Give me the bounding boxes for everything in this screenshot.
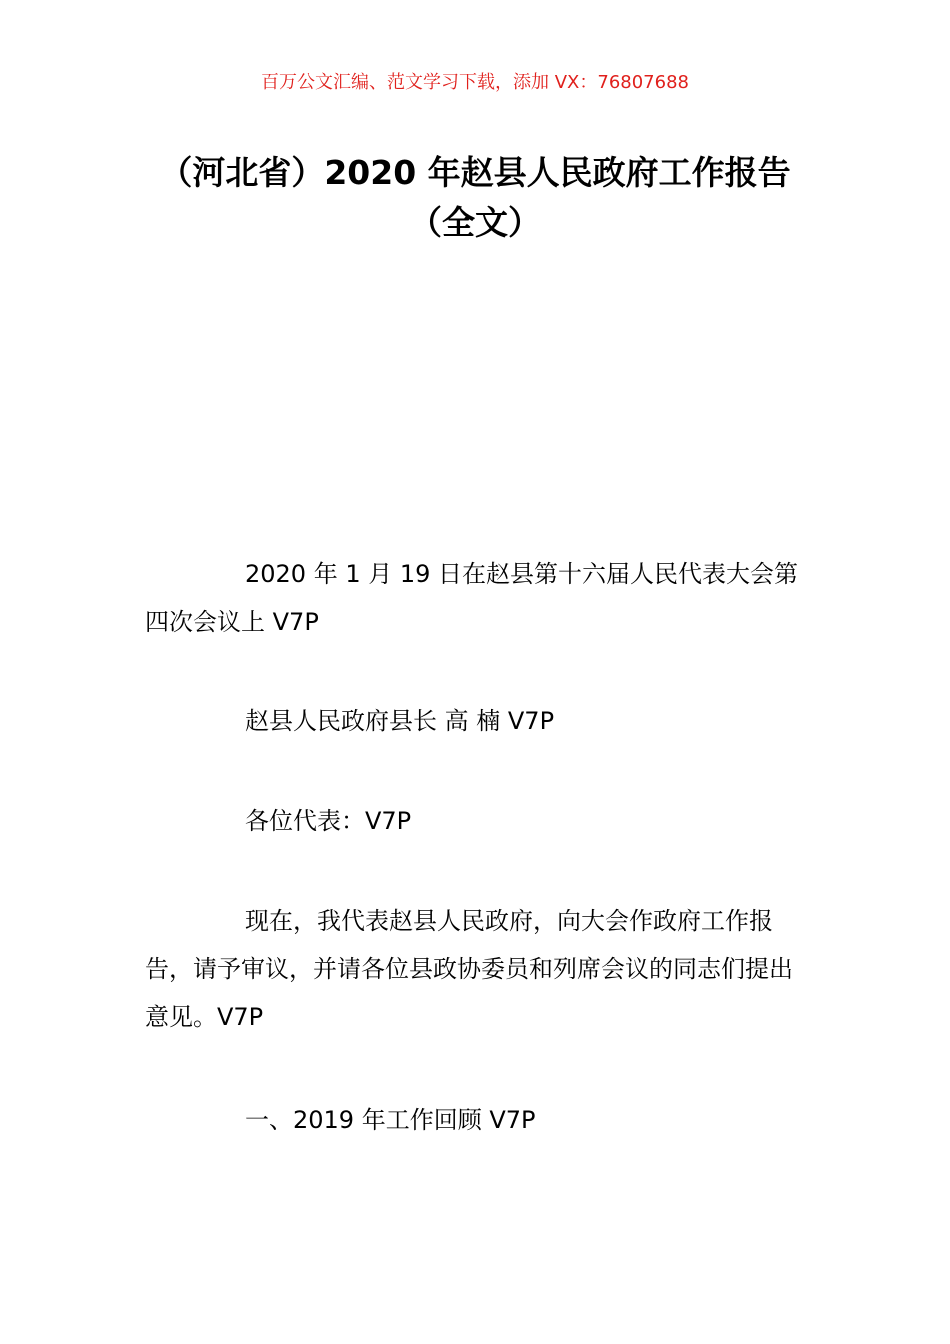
paragraph-greeting: 各位代表：V7P: [245, 807, 412, 835]
title-line-2: （全文）: [409, 203, 541, 242]
paragraph-meeting-date: 2020 年 1 月 19 日在赵县第十六届人民代表大会第四次会议上 V7P: [145, 560, 799, 636]
paragraph-speaker: 赵县人民政府县长 高 楠 V7P: [245, 707, 555, 735]
paragraph-intro: 现在，我代表赵县人民政府，向大会作政府工作报告，请予审议，并请各位县政协委员和列席会议的同志们提出意见。V7P: [145, 907, 793, 1031]
document-title: [120, 148, 830, 248]
section-heading-review: 一、2019 年工作回顾 V7P: [245, 1106, 536, 1134]
title-line-1: （河北省）2020 年赵县人民政府工作报告: [159, 153, 791, 192]
header-banner: 百万公文汇编、范文学习下载，添加 VX：76807688: [261, 72, 689, 93]
